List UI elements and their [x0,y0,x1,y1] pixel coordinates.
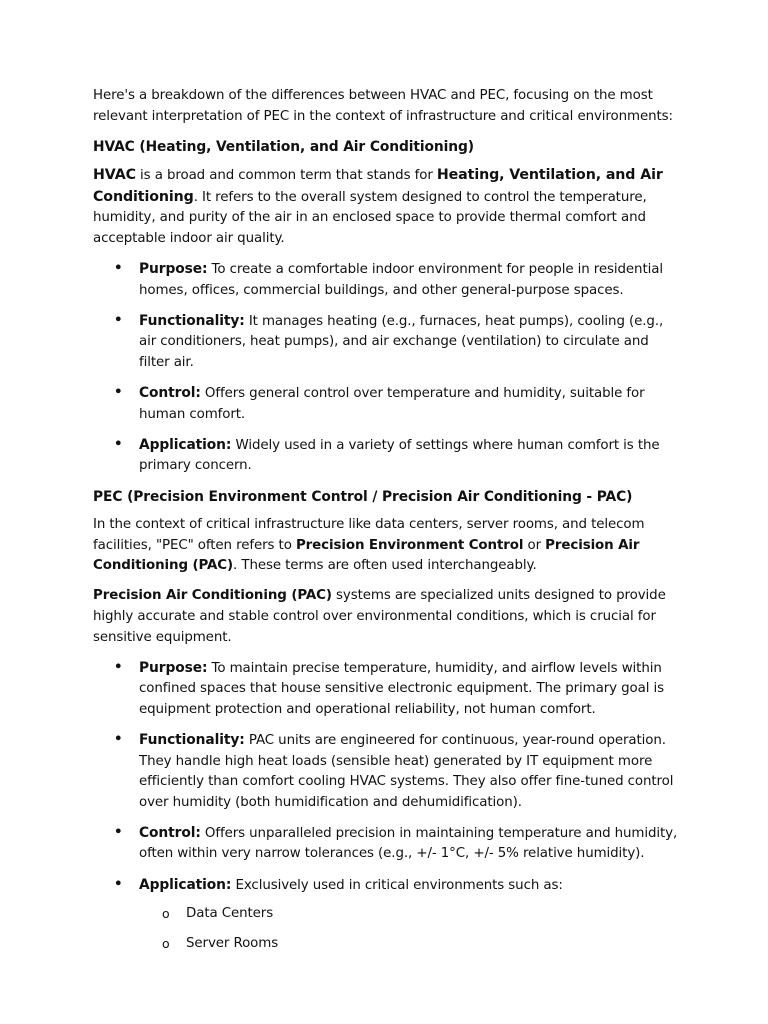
hvac-expansion: Heating, Ventilation, and Air Conditioning [93,167,663,205]
pec-bullet-purpose [93,658,678,721]
pec-context-term1: Precision Environment Control [295,537,524,553]
document-page [93,86,678,964]
pec-context-paragraph [93,515,678,577]
bullet-term: Application: [139,876,232,893]
hvac-heading: HVAC (Heating, Ventilation, and Air Conditioning) [93,138,474,155]
hvac-bullet-purpose [93,259,678,301]
intro-paragraph: Here's a breakdown of the differences between HVAC and PEC, focusing on the most relevant interpretation of PEC in the context of infrastructure and critical environments: [93,88,673,124]
bullet-text: PAC units are engineered for continuous, year-round operation. They handle high heat loads (sensible heat) generated by IT equipment more efficiently than comfort cooling HVAC systems. They also offer fine-tuned control over humidity (both humidification and dehumidification). [139,732,674,810]
pec-context-a: In the context of critical infrastructure like data centers, server rooms, and telecom facilities, "PEC" often refers to [93,517,645,553]
bullet-term: Functionality: [139,731,245,748]
pac-definition [93,586,678,648]
bullet-text: Offers unparalleled precision in maintaining temperature and humidity, often within very narrow tolerances (e.g., +/- 1°C, +/- 5% relative humidity). [139,825,678,862]
bullet-term: Purpose: [139,659,208,676]
bullet-term: Control: [139,824,201,841]
bullet-text: Offers general control over temperature and humidity, suitable for human comfort. [139,386,645,422]
hvac-definition [93,165,678,249]
pac-def-rest: systems are specialized units designed to provide highly accurate and stable control over environmental conditions, which is crucial for sensitive equipment. [93,588,666,645]
pec-bullet-list [93,658,678,955]
pac-term: Precision Air Conditioning (PAC) [93,588,332,604]
hvac-bullet-control [93,383,678,425]
pec-bullet-application [93,875,678,955]
bullet-term: Control: [139,385,201,402]
pec-context-b: . These terms are often used interchangeably. [233,558,537,574]
hvac-term: HVAC [93,167,136,184]
bullet-text: It manages heating (e.g., furnaces, heat pumps), cooling (e.g., air conditioners, heat pumps), and air exchange (ventilation) to circulate and filter air. [139,313,664,371]
pec-context-term2: Precision Air Conditioning (PAC) [93,537,640,574]
hvac-bullet-application [93,435,678,477]
hvac-bullet-functionality [93,311,678,374]
sub-item-data-centers: o Data Centers [139,904,678,925]
pec-bullet-control [93,823,678,865]
sub-item-server-rooms: o Server Rooms [139,934,678,955]
hvac-def-mid: is a broad and common term that stands for [135,168,437,184]
application-sub-list [139,904,678,955]
hvac-def-rest: . It refers to the overall system designed to control the temperature, humidity, and purity of the air in an enclosed space to provide thermal comfort and acceptable indoor air quality. [93,189,647,247]
pec-heading: PEC (Precision Environment Control / Precision Air Conditioning - PAC) [93,488,633,505]
bullet-term: Functionality: [139,312,245,329]
hvac-bullet-list [93,259,678,477]
bullet-term: Application: [139,436,232,453]
bullet-text: Widely used in a variety of settings where human comfort is the primary concern. [139,437,660,474]
bullet-text: Exclusively used in critical environments such as: [231,877,563,893]
bullet-text: To create a comfortable indoor environment for people in residential homes, offices, commercial buildings, and other general-purpose spaces. [139,262,663,298]
pec-bullet-functionality [93,730,678,813]
pec-context-or: or [523,537,546,553]
bullet-term: Purpose: [139,261,208,278]
bullet-text: To maintain precise temperature, humidity, and airflow levels within confined spaces that house sensitive electronic equipment. The primary goal is equipment protection and operational reliability, not human comfort. [139,660,664,717]
